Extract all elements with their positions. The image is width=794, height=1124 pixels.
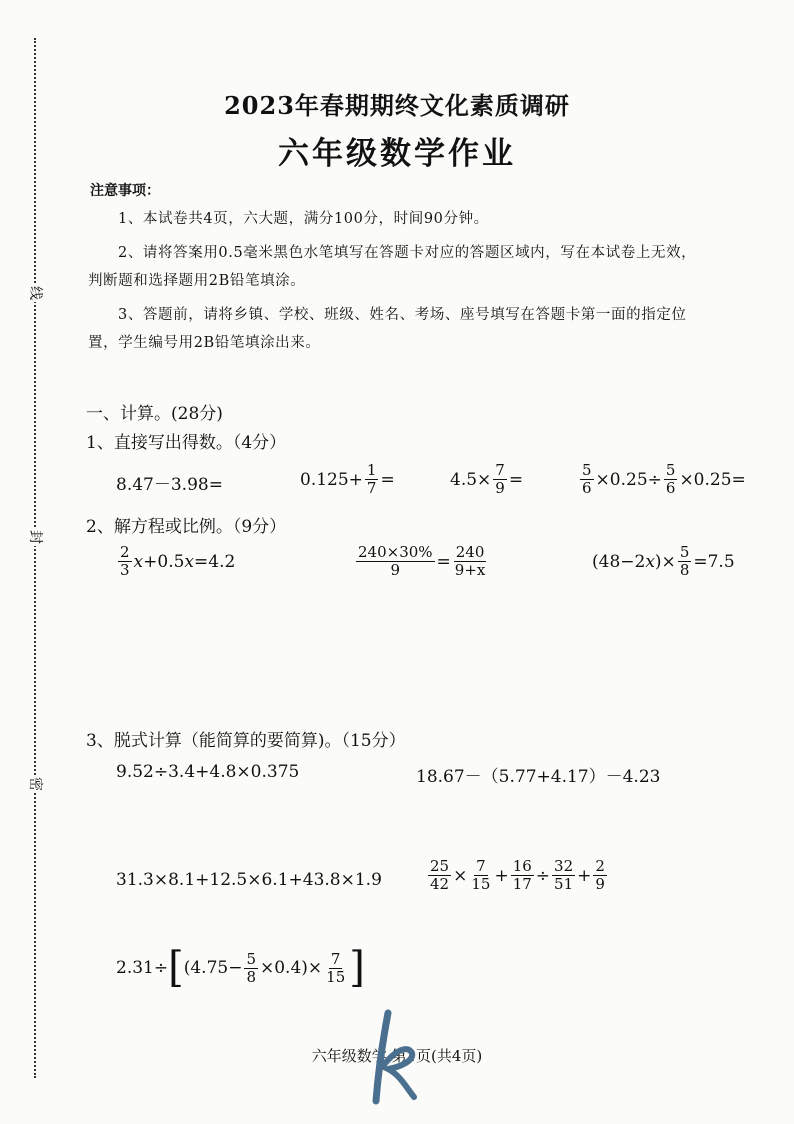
- q1-expr-4-num-2: 5: [665, 461, 676, 479]
- q2-eq3-mid: )×: [654, 551, 676, 572]
- q2-eq1-mid: +0.5: [143, 551, 185, 572]
- q1-expr-3: [450, 462, 523, 497]
- exam-subtitle: 六年级数学作业: [278, 136, 516, 172]
- note-3-cont: 置，学生编号用2B铅笔填涂出来。: [88, 335, 321, 351]
- q1-expr-4-post: ×0.25=: [679, 469, 746, 490]
- q3-expr-4-op-4: +: [577, 865, 592, 886]
- q2-eq1-frac: [118, 544, 132, 579]
- binding-margin-line: [34, 38, 36, 1078]
- note-2-cont: 判断题和选择题用2B铅笔填涂。: [88, 273, 306, 289]
- watermark-k-logo: [366, 1005, 426, 1105]
- q1-expr-4-num-1: 5: [582, 461, 592, 479]
- q2-eq2-num-1: 240×30%: [358, 543, 433, 561]
- note-3: 3、答题前，请将乡镇、学校、班级、姓名、考场、座号填写在答题卡第一面的指定位: [118, 307, 687, 323]
- margin-mark-feng: 封: [27, 530, 43, 544]
- q2-eq3-pre: (48−2: [592, 551, 646, 572]
- q3-expr-4-den-4: 51: [554, 875, 574, 893]
- q1-expr-3-pre: 4.5×: [450, 469, 492, 490]
- q3-expr-5-part-a: (4.75−: [183, 958, 243, 978]
- margin-mark-mi: 密: [27, 777, 43, 791]
- q2-eq2-frac-1: [356, 544, 435, 579]
- q3-expr-1: [116, 762, 299, 782]
- q2-equation-3: [592, 544, 735, 579]
- section-1-title: 一、计算。(28分): [86, 404, 223, 424]
- q3-expr-5-frac-1: [244, 951, 258, 986]
- q2-eq3-frac: [678, 544, 692, 579]
- q3-expr-4-frac-2: [469, 858, 492, 893]
- q3-expr-4-frac-3: [511, 858, 534, 893]
- q3-expr-4-num-2: 7: [476, 857, 486, 875]
- q3-expr-4-op-2: +: [494, 865, 509, 886]
- q1-expr-2-num: 1: [366, 461, 377, 479]
- q3-expr-4-num-5: 2: [595, 857, 605, 875]
- q3-expr-4-num-4: 32: [554, 857, 574, 875]
- q2-eq2-den-1: 9: [390, 561, 401, 579]
- q1-expr-4-frac-2: [664, 462, 678, 497]
- q1-expr-4: [578, 462, 746, 497]
- q3-expr-4-op-3: ÷: [535, 865, 551, 886]
- q3-expr-4: [426, 858, 609, 893]
- q1-expr-4-mid: ×0.25÷: [595, 469, 662, 490]
- q1-expr-3-den: 9: [495, 479, 505, 497]
- q3-expr-4-frac-4: [552, 858, 575, 893]
- q1-expr-1: [116, 470, 223, 495]
- q3-expr-5-frac-2: [324, 951, 347, 986]
- q2-eq2-equals: =: [436, 551, 451, 572]
- q3-expr-3: [116, 870, 382, 890]
- q2-eq1-x1: x: [133, 551, 144, 572]
- q1-expr-4-frac-1: [580, 462, 594, 497]
- notes-heading: 注意事项：: [90, 183, 160, 199]
- q2-eq3-post: =7.5: [693, 551, 735, 572]
- q1-expr-2-den: 7: [366, 479, 377, 497]
- page-footer: 六年级数学 第1页(共4页): [311, 1047, 483, 1065]
- q3-expr-4-frac-1: [428, 858, 451, 893]
- exam-title: 2023年春期期终文化素质调研: [224, 91, 570, 120]
- q1-expr-2: [300, 462, 395, 497]
- q2-equation-2: [354, 544, 489, 579]
- q2-eq2-frac-2: [453, 544, 488, 579]
- question-1-title: 1、直接写出得数。（4分）: [86, 433, 287, 453]
- q3-expr-2: [416, 762, 660, 787]
- margin-mark-xian: 线: [27, 286, 43, 300]
- question-2-title: 2、解方程或比例。（9分）: [86, 517, 287, 537]
- q1-expr-4-den-1: 6: [582, 479, 592, 497]
- q3-expr-5-den-2: 15: [326, 967, 346, 986]
- q1-expr-2-post: =: [380, 469, 395, 490]
- q3-expr-4-den-5: 9: [595, 875, 605, 893]
- q3-expr-3-text: 31.3×8.1+12.5×6.1+43.8×1.9: [116, 870, 382, 890]
- q2-eq2-num-2: 240: [455, 543, 485, 561]
- q1-expr-1-text: 8.47－3.98=: [116, 475, 223, 495]
- note-1: 1、本试卷共4页，六大题，满分100分，时间90分钟。: [118, 211, 489, 227]
- q2-eq2-den-2: 9+x: [454, 561, 486, 579]
- q2-eq3-den: 8: [679, 561, 690, 579]
- q3-expr-4-den-2: 15: [471, 875, 491, 893]
- q1-expr-2-frac: [365, 462, 379, 497]
- q3-expr-5-num-1: 5: [246, 949, 256, 968]
- q2-equation-1: [116, 544, 235, 579]
- q3-expr-4-num-3: 16: [512, 857, 532, 875]
- q2-eq3-x: x: [645, 551, 655, 572]
- q3-expr-5-pre: 2.31÷: [116, 958, 169, 978]
- q3-expr-5: [116, 943, 365, 993]
- q3-expr-1-text: 9.52÷3.4+4.8×0.375: [116, 762, 300, 782]
- question-3-title: 3、脱式计算（能简算的要简算)。（15分）: [86, 731, 406, 751]
- q1-expr-3-post: =: [508, 469, 524, 490]
- q3-expr-4-den-3: 17: [512, 875, 532, 893]
- q3-expr-4-num-1: 25: [430, 857, 450, 875]
- q2-eq1-post: =4.2: [194, 551, 236, 572]
- q2-eq1-den: 3: [120, 561, 130, 579]
- q3-expr-5-left-bracket: [: [168, 943, 184, 993]
- q3-expr-4-den-1: 42: [430, 875, 450, 893]
- q1-expr-4-den-2: 6: [665, 479, 676, 497]
- q3-expr-5-part-b: ×0.4)×: [260, 958, 323, 978]
- q2-eq1-num: 2: [120, 543, 130, 561]
- q3-expr-5-num-2: 7: [330, 949, 341, 968]
- q1-expr-3-frac: [493, 462, 507, 497]
- note-2: 2、请将答案用0.5毫米黑色水笔填写在答题卡对应的答题区域内，写在本试卷上无效，: [118, 245, 697, 261]
- q3-expr-4-frac-5: [593, 858, 607, 893]
- q3-expr-4-op-1: ×: [453, 865, 468, 886]
- q1-expr-2-pre: 0.125+: [300, 469, 363, 490]
- q3-expr-5-right-bracket: ]: [349, 943, 365, 993]
- q3-expr-5-den-1: 8: [246, 967, 256, 986]
- q2-eq1-x2: x: [184, 551, 195, 572]
- q2-eq3-num: 5: [679, 543, 690, 561]
- q3-expr-2-text: 18.67－（5.77+4.17）－4.23: [416, 767, 661, 787]
- q1-expr-3-num: 7: [495, 461, 505, 479]
